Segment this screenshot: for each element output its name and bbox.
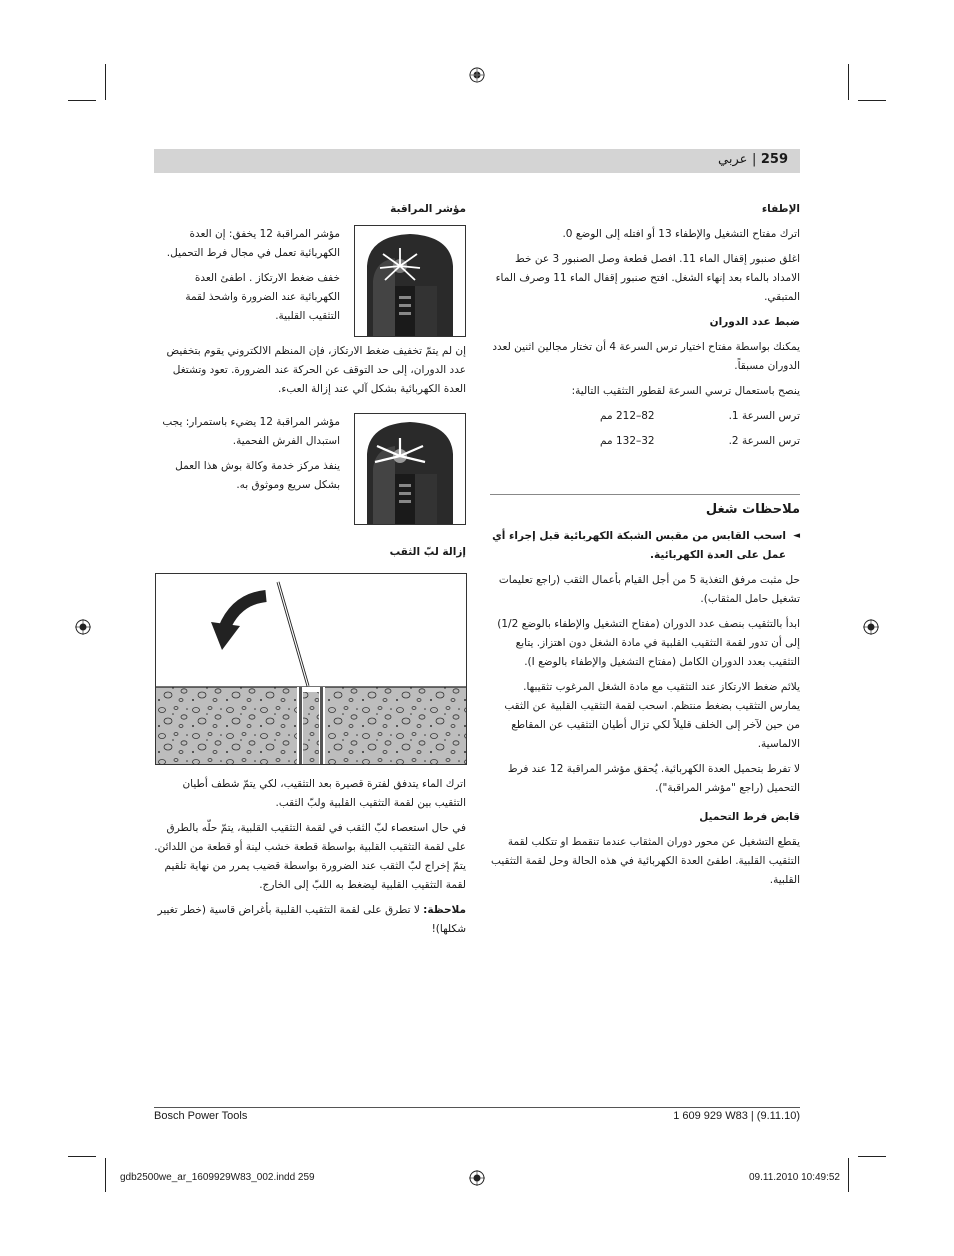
section-title-monitor: مؤشر المراقبة [390,203,466,215]
crop-mark [105,1158,106,1192]
tool-indicator-flashing-illustration [354,225,466,337]
speed-range: 32–132 مم [600,435,655,447]
page-number: 259 [760,152,788,167]
paragraph: يقطع التشغيل عن محور دوران المثقاب عندما تنقمط او تتكلب لقمة التثقيب القلبية. اطفئ العدة الكهربائية في هذه الحالة وحل لقمة التثقيب القلبية. [491,836,800,886]
monitor-text-1 [154,225,340,332]
paragraph: مؤشر المراقبة 12 يخفق: إن العدة الكهربائية تعمل في مجال فرط التحميل. [166,228,340,259]
section-title-speed: ضبط عدد الدوران [709,316,800,328]
slug-filename: gdb2500we_ar_1609929W83_002.indd 259 [120,1172,315,1183]
paragraph: ابدأ بالتثقيب بنصف عدد الدوران (مفتاح التشغيل والإطفاء بالوضع 1/2) إلى أن تدور لقمة التثقيب القلبية في مادة الشغل دون اهتزاز. يتابع التثقيب بعدد الدوران الكامل (مفتاح التشغيل والإطفاء بالوضع I). [497,618,800,668]
drill-icon [355,226,465,336]
tool-indicator-steady-illustration [354,413,466,525]
paragraph: ينصح باستعمال ترسي السرعة لقطور التثقيب التالية: [571,385,800,397]
paragraph: خفف ضغط الارتكاز . اطفئ العدة الكهربائية عند الضرورة واشحذ لقمة التثقيب القلبية. [185,272,340,322]
header-separator: | [751,152,757,167]
paragraph: مؤشر المراقبة 12 يضيء باستمرار: يجب استبدال الفرش الفحمية. [162,416,340,447]
section-title-notes: ملاحظات شغل [705,502,800,517]
slug-timestamp: 09.11.2010 10:49:52 [748,1172,840,1183]
core-removal-illustration [155,573,467,765]
speed-gear: ترس السرعة 2. [728,435,800,447]
header-language: عربي [718,152,748,167]
section-title-clutch: قابض فرط التحميل [699,811,800,823]
registration-mark-icon [469,67,485,83]
core-title-block [154,543,466,568]
footer-rule [154,1107,800,1108]
header-title [718,152,788,167]
crop-mark [68,1156,96,1157]
speed-row [600,432,800,451]
note-text: لا تطرق على لقمة التثقيب القلبية بأغراض قاسية (خطر تغيير شكلها)! [157,904,466,935]
left-column-title [154,200,466,225]
paragraph: اغلق صنبور إقفال الماء 11. افصل قطعة وصل الصنبور 3 عن خط الامداد بالماء بعد إنهاء الشغل. افتح صنبور إقفال الماء 11 وصرف الماء المتبقي. [495,253,800,303]
footer-docnumber: 1 609 929 W83 | (9.11.10) [673,1110,800,1122]
right-column-notes [490,500,800,896]
paragraph: حل مثبت مرفق التغذية 5 من أجل القيام بأعمال الثقب (راجع تعليمات تشغيل حامل المثقاب). [498,574,800,605]
core-text [154,775,466,945]
paragraph: ينفذ مركز خدمة وكالة بوش هذا العمل بشكل سريع وموثوق به. [175,460,340,491]
bullet-arrow-icon: ◄ [793,531,800,541]
registration-mark-icon [863,619,879,635]
crop-mark [848,64,849,100]
right-column [490,200,800,465]
note-label: ملاحظة: [423,904,466,916]
paragraph: اترك مفتاح التشغيل والإطفاء 13 أو افتله إلى الوضع 0. [562,228,800,240]
monitor-text-3 [154,413,340,501]
monitor-text-2 [154,342,466,405]
paragraph: لا تفرط بتحميل العدة الكهربائية. يُحقق مؤشر المراقبة 12 عند فرط التحميل (راجع "مؤشر المراقبة"). [507,763,800,794]
crop-mark [105,64,106,100]
paragraph: اترك الماء يتدفق لفترة قصيرة بعد التثقيب، لكي يتمّ شطف أطيان التثقيب بين لقمة التثقيب القلبية ولبّ الثقب. [182,778,466,809]
crop-mark [68,100,96,101]
crop-mark [858,100,886,101]
paragraph: إن لم يتمّ تخفيف ضغط الارتكاز، فإن المنظم الالكتروني يقوم بتخفيض عدد الدوران، إلى حد التوقف عن الحركة عند الضرورة. تعود وتشتغل العدة الكهربائية بشكل آلي عند إزالة العبء. [166,345,466,395]
registration-mark-icon [469,1170,485,1186]
core-removal-diagram [156,574,466,764]
warning-text: اسحب القابس من مقبس الشبكة الكهربائية قبل إجراء أي عمل على العدة الكهربائية. [492,530,786,561]
section-divider [490,494,800,495]
paragraph: في حال استعصاء لبّ الثقب في لقمة التثقيب القلبية، يتمّ حلّه بالطرق على لقمة التثقيب القلبية بواسطة قطعة خشب لينة أو قطعة من اللدائن. يتمّ إخراج لبّ الثقب عند الضرورة بواسطة قضيب يمرر من نهاية تلقيم لقمة التثقيب القلبية ليضغط به اللبّ إلى الخارج. [154,822,466,891]
speed-gear: ترس السرعة 1. [728,410,800,422]
section-title-off: الإطفاء [761,203,800,215]
speed-range: 82–212 مم [600,410,655,422]
note-paragraph [154,901,466,939]
page-header [154,149,800,173]
paragraph: يمكنك بواسطة مفتاح اختيار ترس السرعة 4 أن تختار مجالين اثنين لعدد الدوران مسبقاً. [492,341,800,372]
drill-icon [355,414,465,524]
crop-mark [848,1158,849,1192]
crop-mark [858,1156,886,1157]
paragraph: يلائم ضغط الارتكاز عند التثقيب مع مادة الشغل المرغوب تثقيبها. يمارس التثقيب بضغط منتظم. اسحب لقمة التثقيب القلبية عن الثقب من حين لآخر إلى الخلف قليلاً لكي تزال أطيان التثقيب عن المقاطع الالماسية. [504,681,800,750]
speed-row [600,407,800,426]
registration-mark-icon [75,619,91,635]
section-title-core: إزالة لبّ الثقب [389,546,466,558]
warning-bullet [490,527,800,565]
footer-brand: Bosch Power Tools [154,1110,248,1122]
